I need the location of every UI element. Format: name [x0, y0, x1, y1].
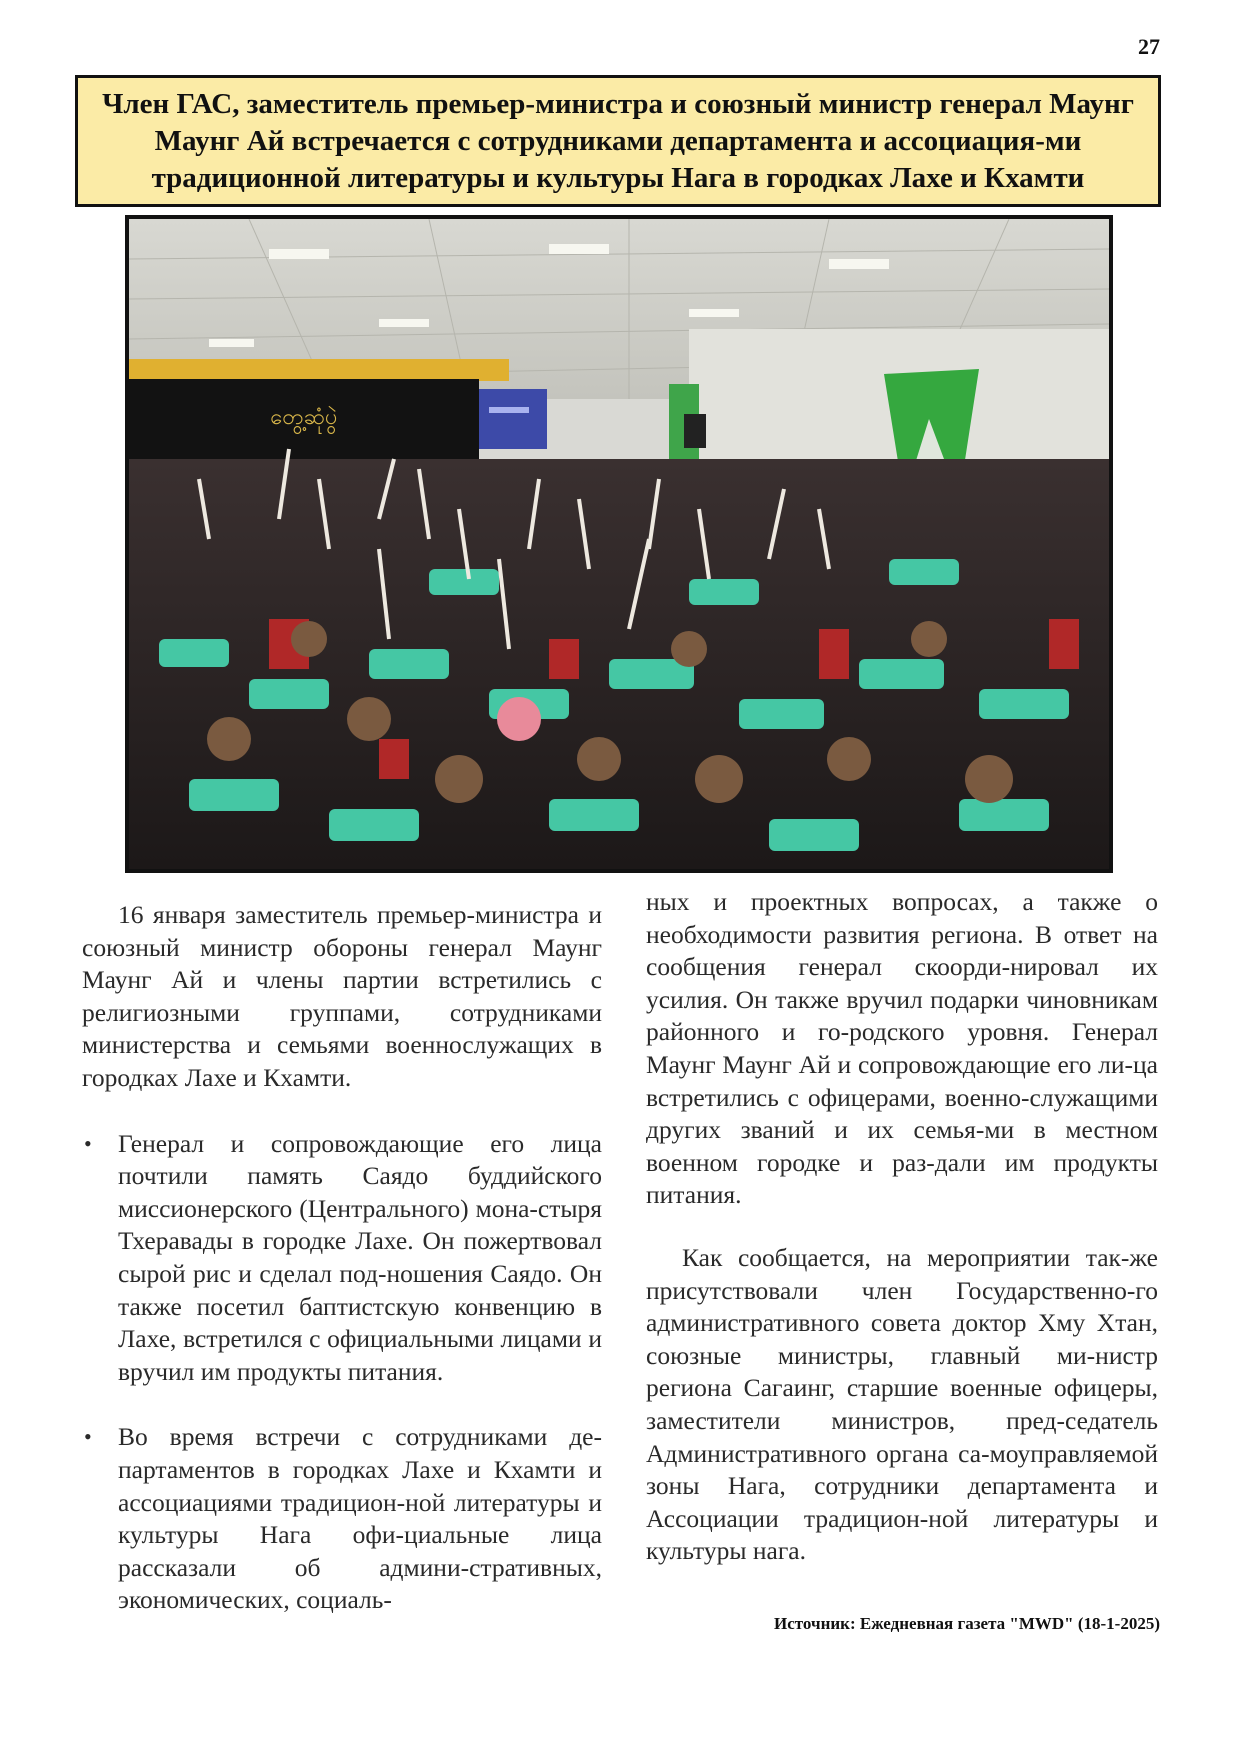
- article-column-left: [82, 899, 602, 1617]
- photo-illustration: [129, 219, 1109, 869]
- source-credit: Источник: Ежедневная газета "MWD" (18-1-2025): [774, 1614, 1160, 1633]
- bullet-item-1: • Генерал и сопровождающие его лица почтили память Саядо буддийского миссионерского (Центрального) мона-стыря Тхеравады в городке Лахе. Он пожертвовал сырой рис и сделал под-ношения Саядо. Он также посетил баптистскую конвенцию в Лахе, встретился с официальными лицами и вручил им продукты питания.: [82, 1128, 602, 1389]
- speaker: [684, 414, 706, 448]
- article-intro: 16 января заместитель премьер-министра и союзный министр обороны генерал Маунг Маунг Ай и члены партии встретились с религиозными группами, сотрудниками министерства и семьями военнослужащих в городках Лахе и Кхамти.: [82, 900, 602, 1092]
- article-column-right: [646, 886, 1158, 1568]
- bullet-item-2-continued: ных и проектных вопросах, а также о необходимости развития региона. В ответ на сообщения генерал скоорди-нировал их усилия. Он также вручил подарки чиновникам районного и го-родского уровня. Генерал Маунг Маунг Ай и сопровождающие его ли-ца встретились с офицерами, военно-служащими других званий и их семья-ми в местном военном городке и раз-дали им продукты питания.: [646, 887, 1158, 1210]
- stage-banner: တွေ့ဆုံပွဲ: [270, 405, 338, 430]
- article-closing: Как сообщается, на мероприятии так-же присутствовали член Государственно-го административного совета доктор Хму Хтан, союзные министры, главный ми-нистр региона Сагаинг, старшие военные офицеры, заместители министров, пред-седатель Административного органа са-моуправляемой зоны Нага, сотрудники департамента и Ассоциации традицион-ной литературы и культуры нага.: [646, 1242, 1158, 1566]
- event-photo: [125, 215, 1113, 873]
- bullet-item-2: • Во время встречи с сотрудниками де-партаментов в городках Лахе и Кхамти и ассоциациями традицион-ной литературы и культуры Нага офи-циальные лица рассказали об админи-стративных, экономических, социаль-: [82, 1421, 602, 1617]
- projector-screen: [479, 389, 547, 449]
- headline-box: [75, 75, 1161, 207]
- bullet-list: [82, 1128, 602, 1617]
- headline: Член ГАС, заместитель премьер-министра и союзный министр генерал Маунг Маунг Ай встречается с сотрудниками департамента и ассоциация-ми традиционной литературы и культуры Нага в городках Лахе и Кхамти: [102, 87, 1134, 194]
- stage-curtain-top: [129, 359, 509, 381]
- page-number: 27: [1138, 34, 1160, 59]
